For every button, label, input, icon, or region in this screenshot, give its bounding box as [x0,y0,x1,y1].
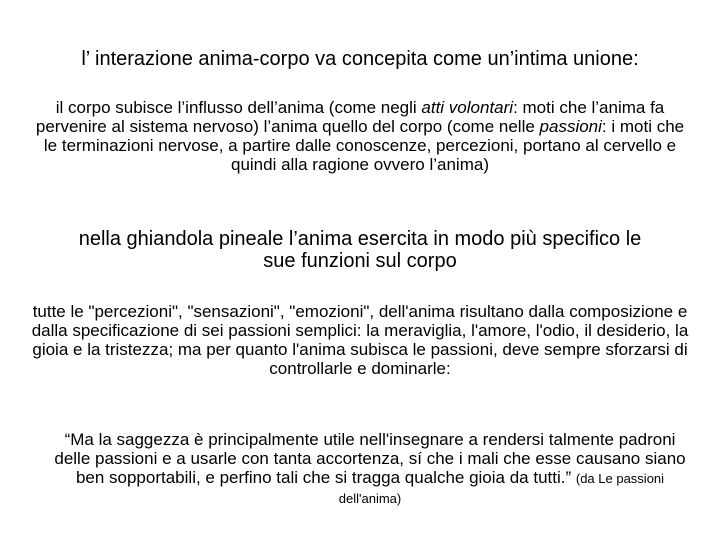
heading-interazione: l’ interazione anima-corpo va concepita come un’intima unione: [81,48,639,70]
quote-block [50,430,690,508]
quote-source: (da Le passioni dell'anima) [338,471,665,506]
paragraph-influsso [30,98,690,174]
term-atti-volontari: atti volontari [421,98,514,117]
paragraph-influsso-part3: : i moti che le terminazioni nervose, a partire dalle conoscenze, percezioni, portano al cervello e quindi alla ragione ovvero l’anima) [43,117,685,174]
paragraph-influsso-part2: : moti che l’anima fa pervenire al sistema nervoso) l’anima quello del corpo (come nelle [35,98,665,136]
term-passioni: passioni [539,117,602,136]
heading-ghiandola-pineale: nella ghiandola pineale l’anima esercita in modo più specifico le sue funzioni sul corpo [78,228,642,272]
paragraph-influsso-part1: il corpo subisce l’influsso dell’anima (come negli [55,98,422,117]
quote-text: “Ma la saggezza è principalmente utile nell'insegnare a rendersi talmente padroni delle passioni e a usarle con tanta accortenza, sí che i mali che esse causano siano ben sopportabili, e perfino tali che si tragga qualche gioia da tutti.” [54,430,686,487]
paragraph-passioni: tutte le "percezioni", "sensazioni", "emozioni", dell'anima risultano dalla composizione e dalla specificazione di sei passioni semplici: la meraviglia, l'amore, l'odio, il desiderio, la gioia e la tristezza; ma per quanto l'anima subisca le passioni, deve sempre sforzarsi di controllarle e dominarle: [31,302,689,378]
